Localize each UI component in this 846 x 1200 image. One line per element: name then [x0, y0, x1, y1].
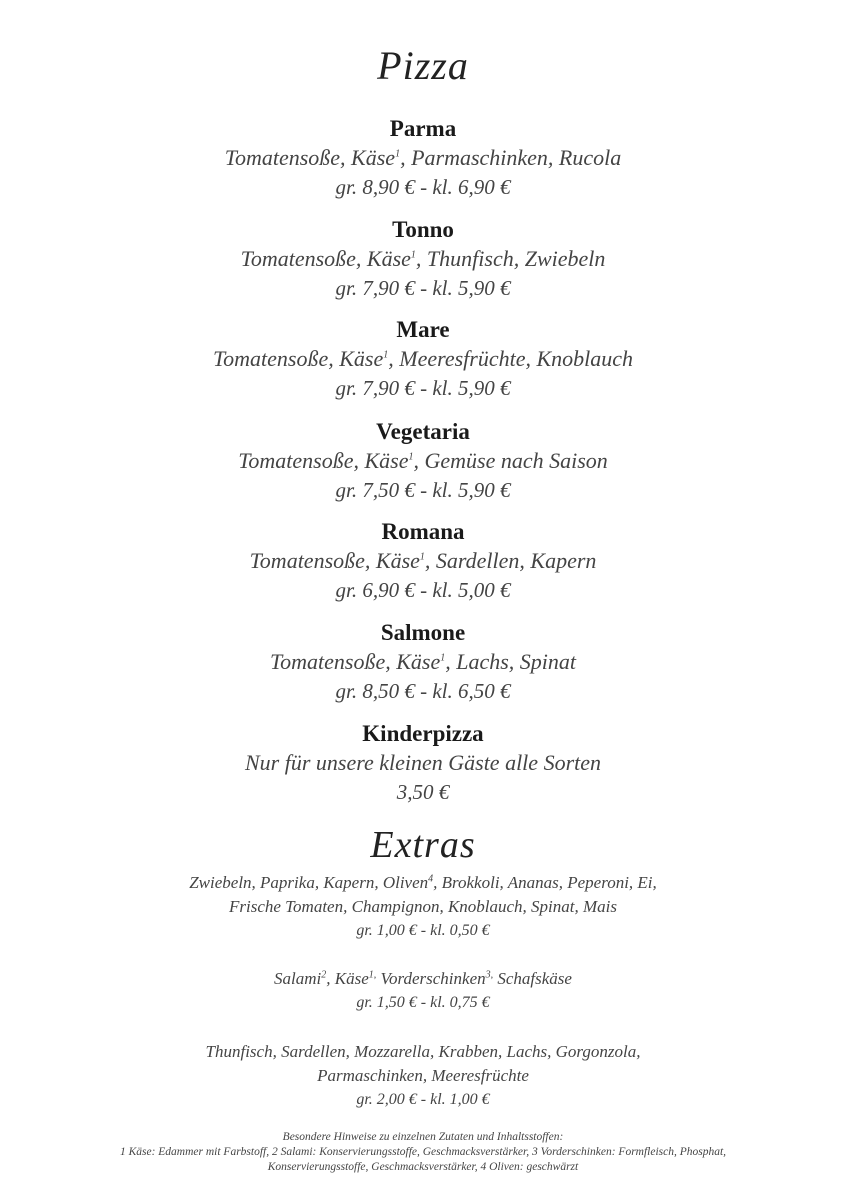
pizza-name: Tonno [392, 217, 454, 242]
pizza-ingredients: Tomatensoße, Käse$^1$, Parmaschinken, Rucola [224, 145, 622, 170]
pizza-price: gr. 7,90 € - kl. 5,90 € [335, 276, 511, 300]
extras-list: Parmaschinken, Meeresfrüchte [317, 1066, 529, 1085]
notes-line: Konservierungsstoffe, Geschmacksverstärker, 4 Oliven: geschwärzt [267, 1161, 579, 1173]
pizza-ingredients: Tomatensoße, Käse$^1$, Meeresfrüchte, Knoblauch [212, 346, 634, 371]
pizza-item-tonno [0, 216, 846, 303]
extras-price: gr. 1,50 € - kl. 0,75 € [356, 994, 490, 1011]
pizza-item-salmone [0, 619, 846, 706]
pizza-name: Parma [389, 116, 457, 141]
extras-price: gr. 1,00 € - kl. 0,50 € [356, 922, 490, 939]
pizza-name: Salmone [380, 620, 466, 645]
allergen-notes [0, 1130, 846, 1175]
pizza-price: gr. 8,90 € - kl. 6,90 € [335, 175, 511, 199]
extras-list: Frische Tomaten, Champignon, Knoblauch, Spinat, Mais [228, 897, 617, 916]
extras-list: Thunfisch, Sardellen, Mozzarella, Krabben, Lachs, Gorgonzola, [205, 1042, 641, 1061]
extras-group-2 [0, 967, 846, 1015]
pizza-price: gr. 8,50 € - kl. 6,50 € [335, 679, 511, 703]
pizza-name: Vegetaria [376, 419, 470, 444]
extras-list: Zwiebeln, Paprika, Kapern, Oliven$^4$, Brokkoli, Ananas, Peperoni, Ei, [189, 873, 657, 892]
extras-price: gr. 2,00 € - kl. 1,00 € [356, 1091, 490, 1108]
extras-list: Salami$^2$, Käse$^{1,}$ Vorderschinken$^{3,}$ Schafskäse [274, 969, 572, 988]
pizza-item-mare [0, 316, 846, 403]
pizza-item-kinderpizza [0, 720, 846, 807]
pizza-ingredients: Tomatensoße, Käse$^1$, Thunfisch, Zwiebeln [240, 246, 606, 271]
pizza-ingredients: Tomatensoße, Käse$^1$, Lachs, Spinat [269, 649, 577, 674]
pizza-name: Kinderpizza [362, 721, 484, 746]
pizza-price: 3,50 € [396, 780, 450, 804]
section-title-pizza: Pizza [377, 43, 469, 88]
pizza-ingredients: Nur für unsere kleinen Gäste alle Sorten [244, 750, 602, 775]
notes-line: 1 Käse: Edammer mit Farbstoff, 2 Salami: Konservierungsstoffe, Geschmacksverstärker, 3 Vorderschinken: Formfleisch, Phosphat, [119, 1146, 727, 1158]
pizza-ingredients: Tomatensoße, Käse$^1$, Sardellen, Kapern [249, 548, 597, 573]
pizza-price: gr. 7,90 € - kl. 5,90 € [335, 376, 511, 400]
extras-group-3 [0, 1040, 846, 1112]
pizza-item-vegetaria [0, 418, 846, 505]
pizza-price: gr. 6,90 € - kl. 5,00 € [335, 578, 511, 602]
section-title-extras: Extras [370, 824, 476, 866]
pizza-ingredients: Tomatensoße, Käse$^1$, Gemüse nach Saison [238, 448, 608, 473]
pizza-item-parma [0, 115, 846, 202]
pizza-price: gr. 7,50 € - kl. 5,90 € [335, 478, 511, 502]
pizza-name: Romana [381, 519, 465, 544]
pizza-name: Mare [396, 317, 450, 342]
pizza-item-romana [0, 518, 846, 605]
notes-heading: Besondere Hinweise zu einzelnen Zutaten und Inhaltsstoffen: [282, 1131, 564, 1143]
extras-group-1 [0, 871, 846, 943]
